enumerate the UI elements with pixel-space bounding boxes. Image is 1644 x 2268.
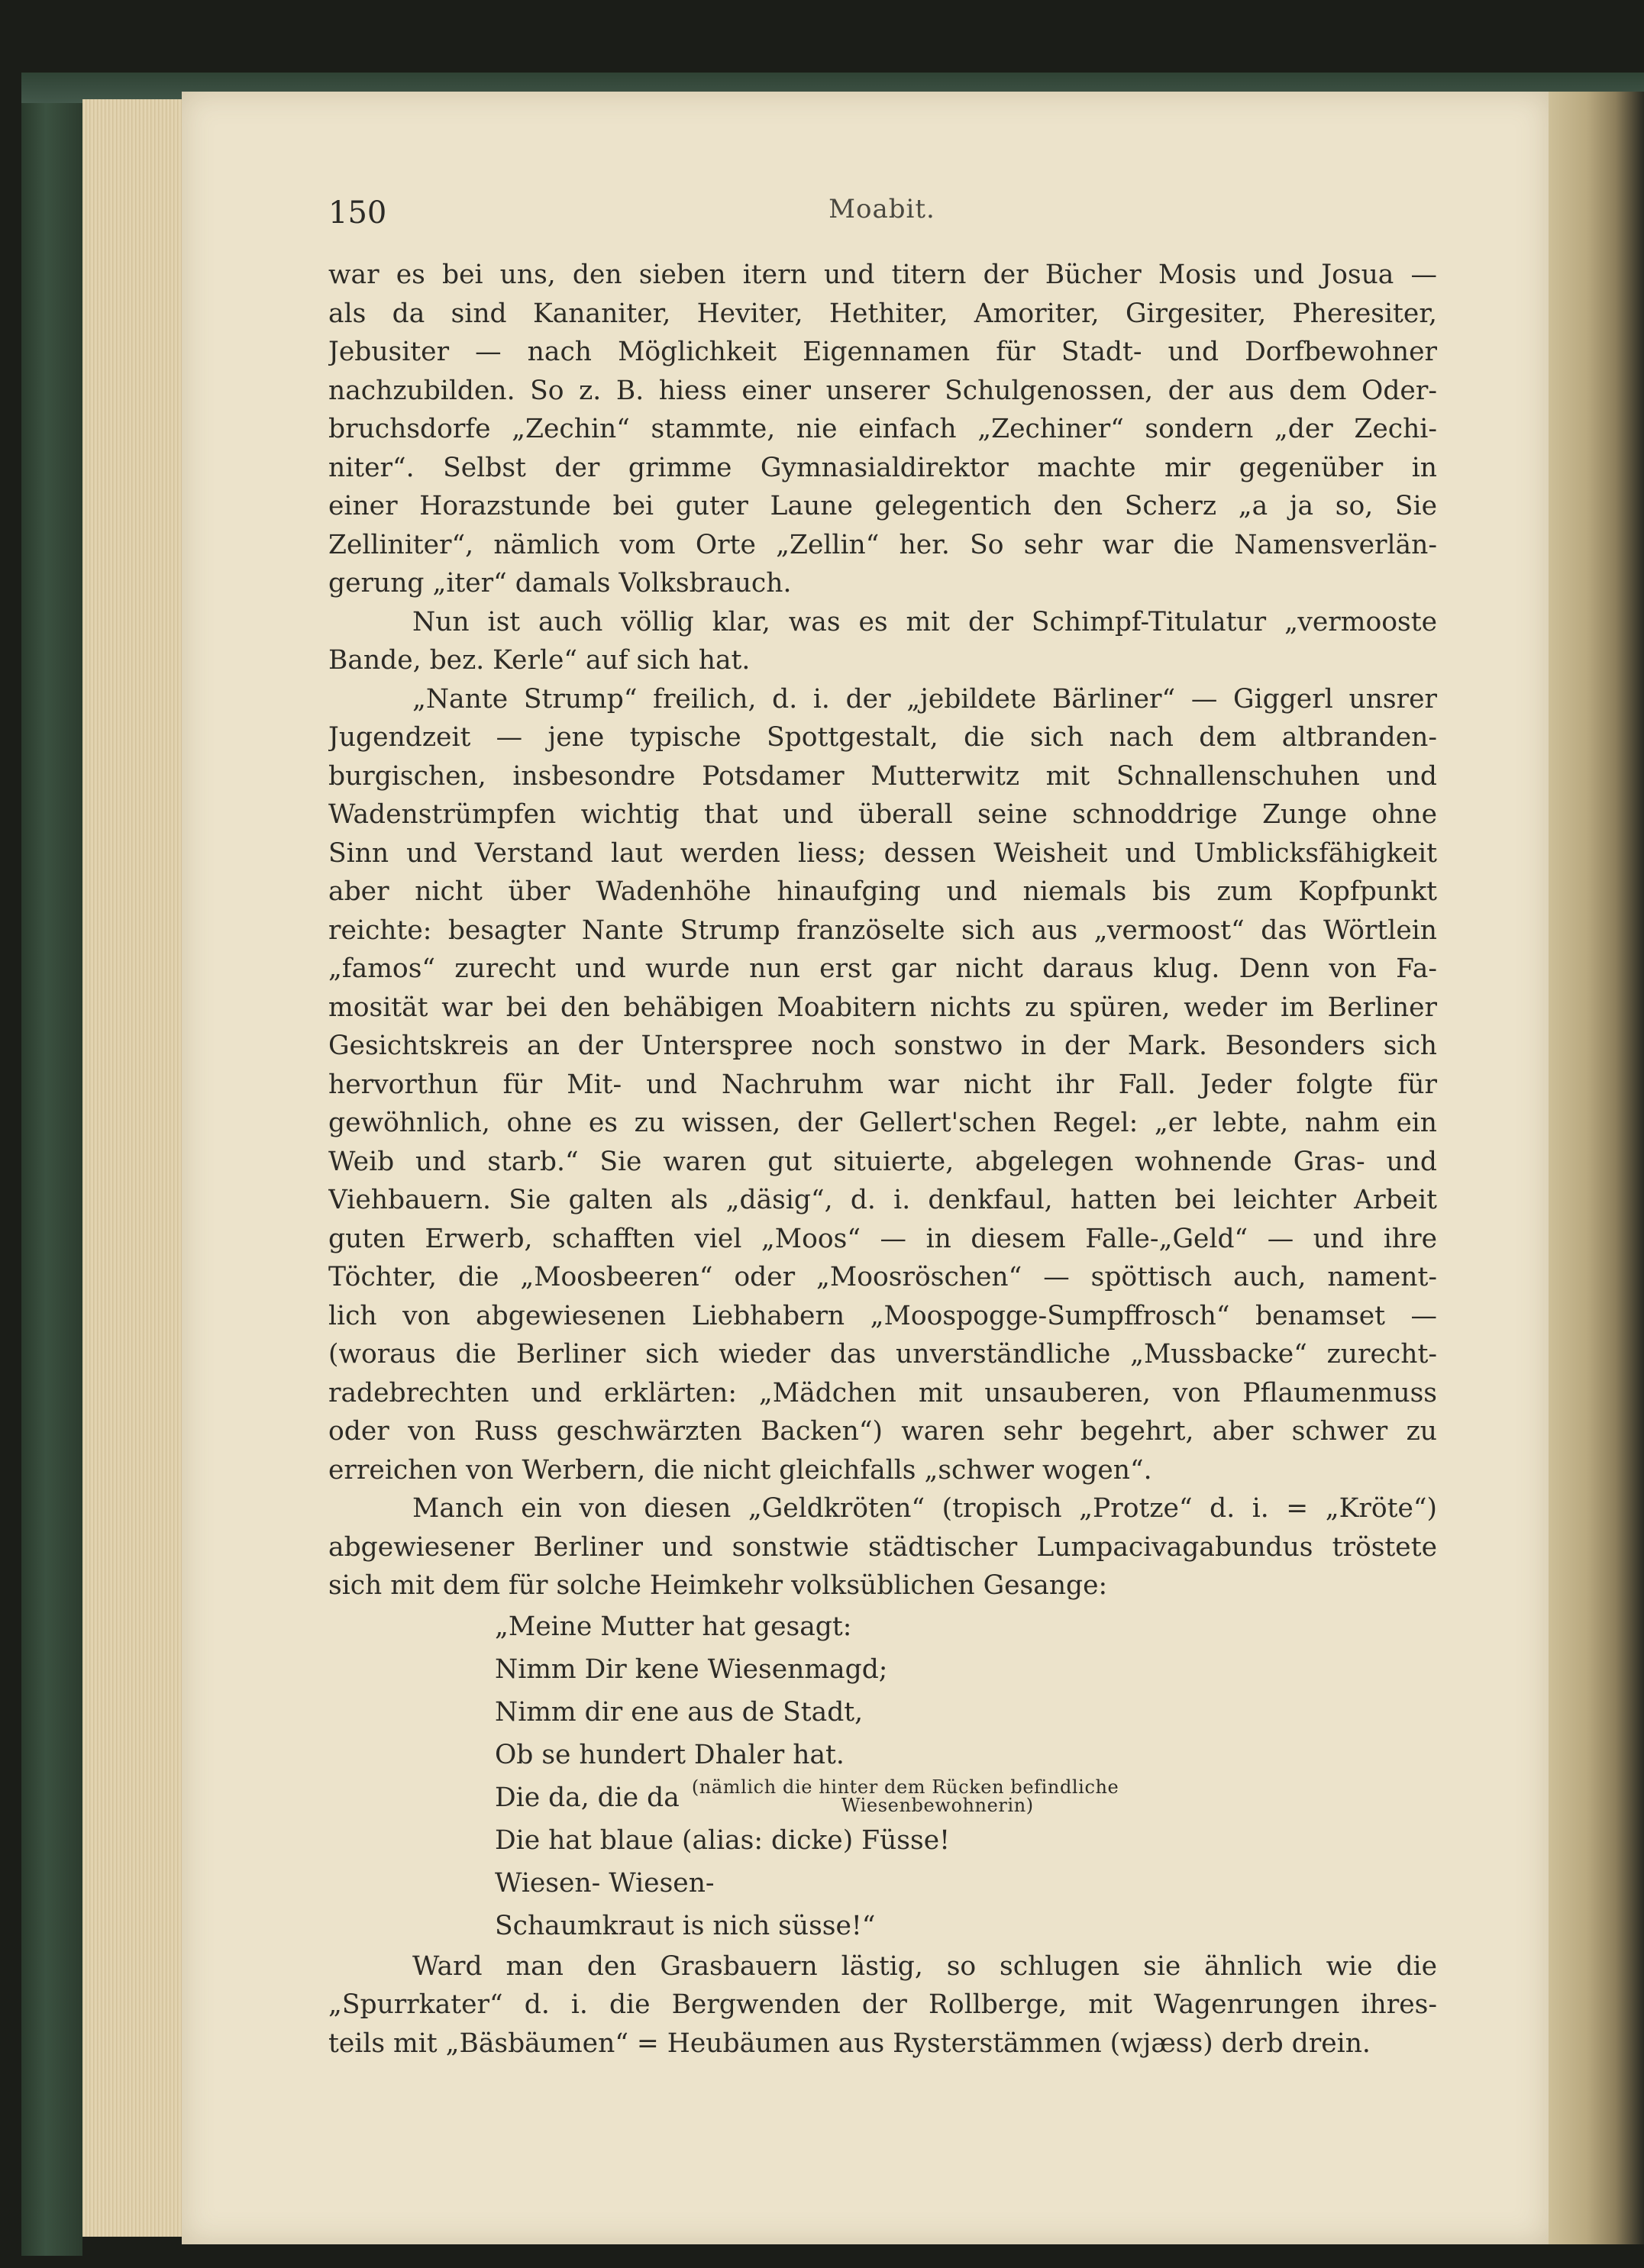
text-line: „famos“ zurecht und wurde nun erst gar nicht daraus klug. Denn von Fa- xyxy=(328,953,1437,984)
verse-note-line: (nämlich die hinter dem Rücken befindliche xyxy=(691,1776,1119,1798)
body-text xyxy=(328,256,1437,2063)
text-line: guten Erwerb, schafften viel „Moos“ — in diesem Falle-„Geld“ — und ihre xyxy=(328,1223,1437,1254)
text-line: gewöhnlich, ohne es zu wissen, der Gellert'schen Regel: „er lebte, nahm ein xyxy=(328,1108,1437,1138)
text-line: Wadenstrümpfen wichtig that und überall seine schnoddrige Zunge ohne xyxy=(328,799,1437,830)
verse-line: Nimm dir ene aus de Stadt, xyxy=(495,1696,864,1728)
verse-line: Ob se hundert Dhaler hat. xyxy=(495,1739,845,1770)
verse-block xyxy=(328,1605,1437,1947)
text-line: teils mit „Bäsbäumen“ = Heubäumen aus Rysterstämmen (wjæss) derb drein. xyxy=(328,2028,1371,2059)
text-line: Töchter, die „Moosbeeren“ oder „Moosröschen“ — spöttisch auch, nament- xyxy=(328,1262,1437,1292)
paragraph-5 xyxy=(328,1947,1437,2063)
verse-line: Die da, die da xyxy=(495,1782,680,1813)
text-line: burgischen, insbesondre Potsdamer Mutterwitz mit Schnallenschuhen und xyxy=(328,760,1437,792)
text-line: Jugendzeit — jene typische Spottgestalt, die sich nach dem altbranden- xyxy=(328,722,1437,753)
text-line: mosität war bei den behäbigen Moabitern nichts zu spüren, weder im Berliner xyxy=(328,992,1437,1023)
page-header xyxy=(328,191,1436,244)
paragraph-1 xyxy=(328,256,1437,603)
verse-line: Schaumkraut is nich süsse!“ xyxy=(495,1910,876,1941)
verse-note-line: Wiesenbewohnerin) xyxy=(841,1794,1034,1816)
verse-line: Nimm Dir kene Wiesenmagd; xyxy=(495,1653,888,1685)
paragraph-4 xyxy=(328,1489,1437,1605)
text-line: niter“. Selbst der grimme Gymnasialdirektor machte mir gegenüber in xyxy=(328,452,1437,483)
verse-line: Die hat blaue (alias: dicke) Füsse! xyxy=(495,1824,950,1856)
verse-line: „Meine Mutter hat gesagt: xyxy=(495,1611,852,1642)
text-line: als da sind Kananiter, Heviter, Hethiter, Amoriter, Girgesiter, Pheresiter, xyxy=(328,298,1437,329)
page-block-edges xyxy=(82,99,189,2237)
text-line: aber nicht über Wadenhöhe hinaufging und niemals bis zum Kopfpunkt xyxy=(328,876,1437,907)
text-line: Ward man den Grasbauern lästig, so schlugen sie ähnlich wie die xyxy=(412,1950,1437,1982)
text-line: Jebusiter — nach Möglichkeit Eigennamen für Stadt- und Dorfbewohner xyxy=(328,337,1437,367)
text-line: „Spurrkater“ d. i. die Bergwenden der Rollberge, mit Wagenrungen ihres- xyxy=(328,1989,1437,2020)
book-gutter xyxy=(1549,92,1644,2244)
text-line: nachzubilden. So z. B. hiess einer unserer Schulgenossen, der aus dem Oder- xyxy=(328,375,1437,406)
text-line: gerung „iter“ damals Volksbrauch. xyxy=(328,568,792,598)
verse-line-with-note xyxy=(495,1776,1437,1819)
text-line: oder von Russ geschwärzten Backen“) waren sehr begehrt, aber schwer zu xyxy=(328,1416,1437,1447)
verse-line: Wiesen- Wiesen- xyxy=(495,1867,715,1899)
text-line: „Nante Strump“ freilich, d. i. der „jebildete Bärliner“ — Giggerl unsrer xyxy=(412,683,1437,715)
text-line: erreichen von Werbern, die nicht gleichfalls „schwer wogen“. xyxy=(328,1454,1152,1486)
text-line: Weib und starb.“ Sie waren gut situierte, abgelegen wohnende Gras- und xyxy=(328,1146,1437,1177)
text-line: Zelliniter“, nämlich vom Orte „Zellin“ her. So sehr war die Namensverlän- xyxy=(328,529,1437,560)
running-head: Moabit. xyxy=(828,194,935,224)
page-number: 150 xyxy=(328,195,387,231)
text-line: Manch ein von diesen „Geldkröten“ (tropisch „Protze“ d. i. = „Kröte“) xyxy=(412,1493,1437,1524)
text-line: hervorthun für Mit- und Nachruhm war nicht ihr Fall. Jeder folgte für xyxy=(328,1069,1437,1100)
text-line: Nun ist auch völlig klar, was es mit der Schimpf-Titulatur „vermooste xyxy=(412,606,1437,637)
paragraph-3 xyxy=(328,680,1437,1490)
text-line: (woraus die Berliner sich wieder das unverständliche „Mussbacke“ zurecht- xyxy=(328,1339,1437,1370)
text-line: Viehbauern. Sie galten als „däsig“, d. i. denkfaul, hatten bei leichter Arbeit xyxy=(328,1185,1437,1215)
verse-note xyxy=(692,1778,1119,1815)
text-line: Sinn und Verstand laut werden liess; dessen Weisheit und Umblicksfähigkeit xyxy=(328,837,1437,869)
paragraph-2 xyxy=(328,603,1437,680)
book-cover-left-edge xyxy=(21,73,82,2256)
text-line: einer Horazstunde bei guter Laune gelegentich den Scherz „a ja so, Sie xyxy=(328,491,1437,521)
text-line: abgewiesener Berliner und sonstwie städtischer Lumpacivagabundus tröstete xyxy=(328,1531,1437,1563)
text-line: reichte: besagter Nante Strump französelte sich aus „vermoost“ das Wörtlein xyxy=(328,915,1437,946)
text-line: sich mit dem für solche Heimkehr volksüblichen Gesange: xyxy=(328,1570,1108,1601)
text-line: lich von abgewiesenen Liebhabern „Moospogge-Sumpffrosch“ benamset — xyxy=(328,1300,1437,1331)
text-line: war es bei uns, den sieben itern und titern der Bücher Mosis und Josua — xyxy=(328,260,1437,290)
text-line: Gesichtskreis an der Unterspree noch sonstwo in der Mark. Besonders sich xyxy=(328,1031,1437,1061)
text-line: Bande, bez. Kerle“ auf sich hat. xyxy=(328,645,751,676)
text-line: radebrechten und erklärten: „Mädchen mit unsauberen, von Pflaumenmuss xyxy=(328,1377,1437,1408)
text-line: bruchsdorfe „Zechin“ stammte, nie einfach „Zechiner“ sondern „der Zechi- xyxy=(328,414,1437,444)
